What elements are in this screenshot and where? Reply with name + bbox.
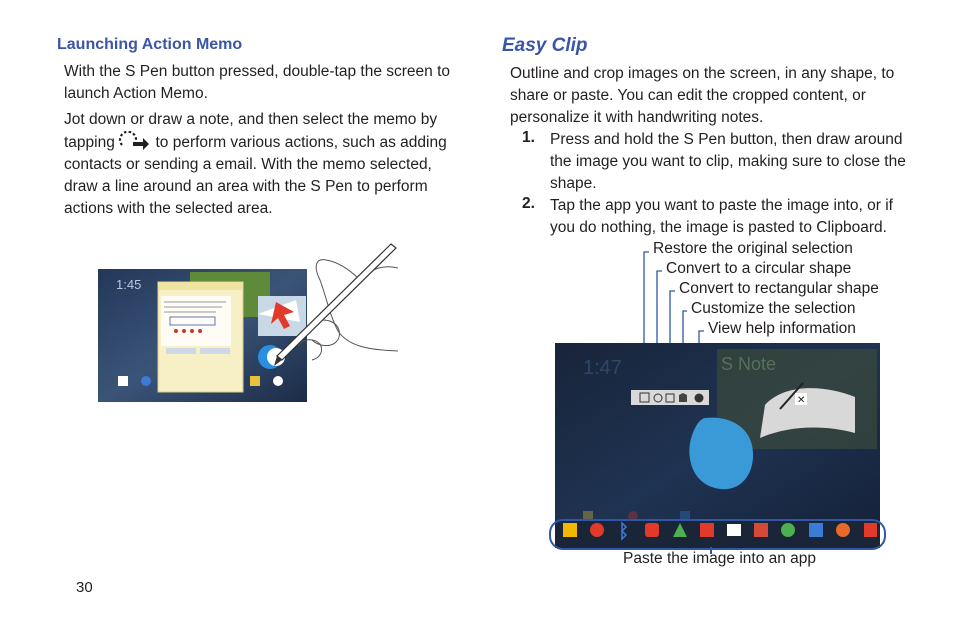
app-icon [250, 376, 260, 386]
step-text-2: Tap the app you want to paste the image into, or if you do nothing, the image is pasted to Clipboard. [550, 197, 893, 236]
callout-paste-app: Paste the image into an app [623, 550, 817, 567]
callout-help: View help information [708, 320, 856, 337]
app-strip-highlight [549, 519, 886, 550]
memo-dot [198, 329, 202, 333]
section-heading-action-memo: Launching Action Memo [57, 36, 243, 53]
step-text-1: Press and hold the S Pen button, then draw around the image you want to clip, making sure to close the shape. [550, 131, 906, 192]
globe-icon [141, 376, 151, 386]
action-memo-illustration [98, 236, 398, 406]
memo-content [161, 296, 231, 346]
step-number-1: 1. [522, 129, 535, 146]
memo-dot [174, 329, 178, 333]
paragraph-jot-down-end: to perform various actions, such as adding contacts or sending a email. With the memo selected, draw a line around an area with the S Pen to perform actions with the selected area. [64, 134, 447, 217]
callout-circular: Convert to a circular shape [666, 260, 852, 277]
memo-toolbar [158, 282, 243, 290]
memo-dot [182, 329, 186, 333]
tablet-clock: 1:45 [116, 277, 142, 292]
action-menu-icon [119, 131, 151, 151]
page-number: 30 [76, 579, 93, 596]
app-icon [273, 376, 283, 386]
step-number-2: 2. [522, 195, 535, 212]
help-icon[interactable] [695, 394, 704, 403]
screenshot-clock: 1:47 [583, 357, 622, 379]
paragraph-launch: With the S Pen button pressed, double-tap the screen to launch Action Memo. [64, 63, 451, 102]
callout-restore: Restore the original selection [653, 240, 853, 257]
memo-button [200, 348, 230, 354]
memo-dot [190, 329, 194, 333]
paragraph-jot-down [64, 109, 464, 220]
callout-rectangular: Convert to rectangular shape [679, 280, 879, 297]
paragraph-jot-down-start: Jot down or draw a note, and then select the memo by tapping [64, 111, 438, 151]
close-icon[interactable]: ✕ [797, 395, 806, 406]
s-note-title: S Note [721, 354, 777, 374]
calendar-icon [118, 376, 128, 386]
easy-clip-screenshot [555, 343, 880, 548]
callout-customize: Customize the selection [691, 300, 856, 317]
paragraph-easy-clip-intro: Outline and crop images on the screen, in any shape, to share or paste. You can edit the cropped content, or personalize it with handwriting notes. [510, 65, 895, 126]
section-heading-easy-clip: Easy Clip [502, 35, 588, 56]
memo-button [166, 348, 196, 354]
